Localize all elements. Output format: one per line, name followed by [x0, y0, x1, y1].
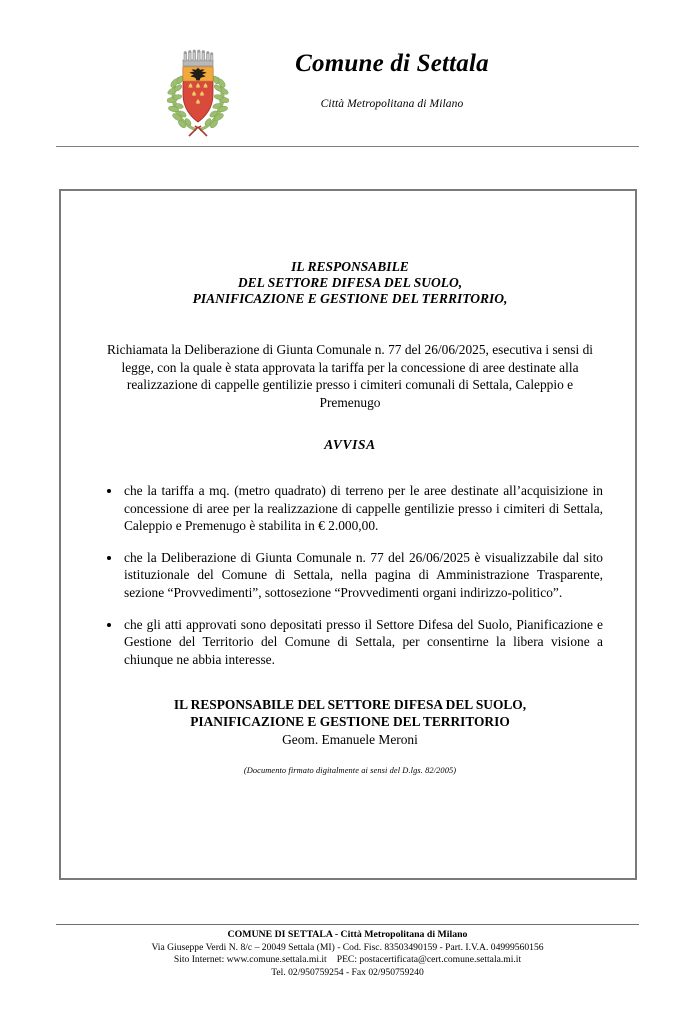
document-title-line-1: IL RESPONSABILE: [291, 259, 409, 274]
header-text-block: [229, 40, 555, 110]
document-footer: [56, 929, 639, 979]
list-item: che gli atti approvati sono depositati presso il Settore Difesa del Suolo, Pianificazione e Gestione del Territorio del Comune di Settala, per consentirne la libera visione a chiunque ne abbia interesse.: [97, 616, 603, 669]
footer-organization: COMUNE DI SETTALA - Città Metropolitana di Milano: [227, 929, 468, 940]
signature-block: [97, 697, 603, 775]
signature-role: [97, 697, 603, 730]
list-item: che la Deliberazione di Giunta Comunale n. 77 del 26/06/2025 è visualizzabile dal sito istituzionale del Comune di Settala, nella pagina di Amministrazione Trasparente, sezione “Provvedimenti”, sottosezione “Provvedimenti organi indirizzo-politico”.: [97, 549, 603, 602]
footer-website: Sito Internet: www.comune.settala.mi.it: [173, 954, 327, 966]
document-header: [0, 0, 695, 146]
header-inner: [155, 40, 555, 140]
document-content: [97, 191, 603, 775]
settala-coat-of-arms-icon: [167, 43, 229, 137]
notice-bullet-list: [97, 482, 603, 668]
header-divider: [56, 146, 639, 147]
list-item: che la tariffa a mq. (metro quadrato) di terreno per le aree destinate all’acquisizione in concessione di aree per la realizzazione di cappelle gentilizie presso i cimiteri di Settala, Caleppio e Premenugo è stabilita in € 2.000,00.: [97, 482, 603, 535]
document-title-line-3: PIANIFICAZIONE E GESTIONE DEL TERRITORIO,: [192, 291, 508, 306]
document-title: [97, 259, 603, 307]
avvisa-heading: AVVISA: [324, 437, 376, 452]
footer-divider: [56, 924, 639, 925]
footer-contacts: [56, 954, 639, 967]
signature-role-line-1: IL RESPONSABILE DEL SETTORE DIFESA DEL SUOLO,: [173, 697, 527, 713]
document-body-box: [59, 189, 637, 880]
document-preamble: Richiamata la Deliberazione di Giunta Comunale n. 77 del 26/06/2025, esecutiva i sensi di legge, con la quale è stata approvata la tariffa per la concessione di aree destinate alla realizzazione di cappelle gentilizie presso i cimiteri comunali di Settala, Caleppio e Premenugo: [106, 342, 594, 410]
organization-subtitle: Città Metropolitana di Milano: [320, 97, 464, 110]
signature-role-line-2: PIANIFICAZIONE E GESTIONE DEL TERRITORIO: [190, 713, 510, 729]
signature-name: Geom. Emanuele Meroni: [282, 732, 418, 748]
footer-address: Via Giuseppe Verdi N. 8/c – 20049 Settala (MI) - Cod. Fisc. 83503490159 - Part. I.V.A. 04999560156: [151, 941, 544, 953]
organization-title: Comune di Settala: [295, 50, 489, 77]
footer-pec: PEC: postacertificata@cert.comune.settala.mi.it: [336, 954, 522, 966]
footer-phone: Tel. 02/950759254 - Fax 02/950759240: [271, 966, 424, 978]
document-title-line-2: DEL SETTORE DIFESA DEL SUOLO,: [237, 275, 463, 290]
digital-signature-note: (Documento firmato digitalmente ai sensi del D.lgs. 82/2005): [243, 766, 457, 776]
